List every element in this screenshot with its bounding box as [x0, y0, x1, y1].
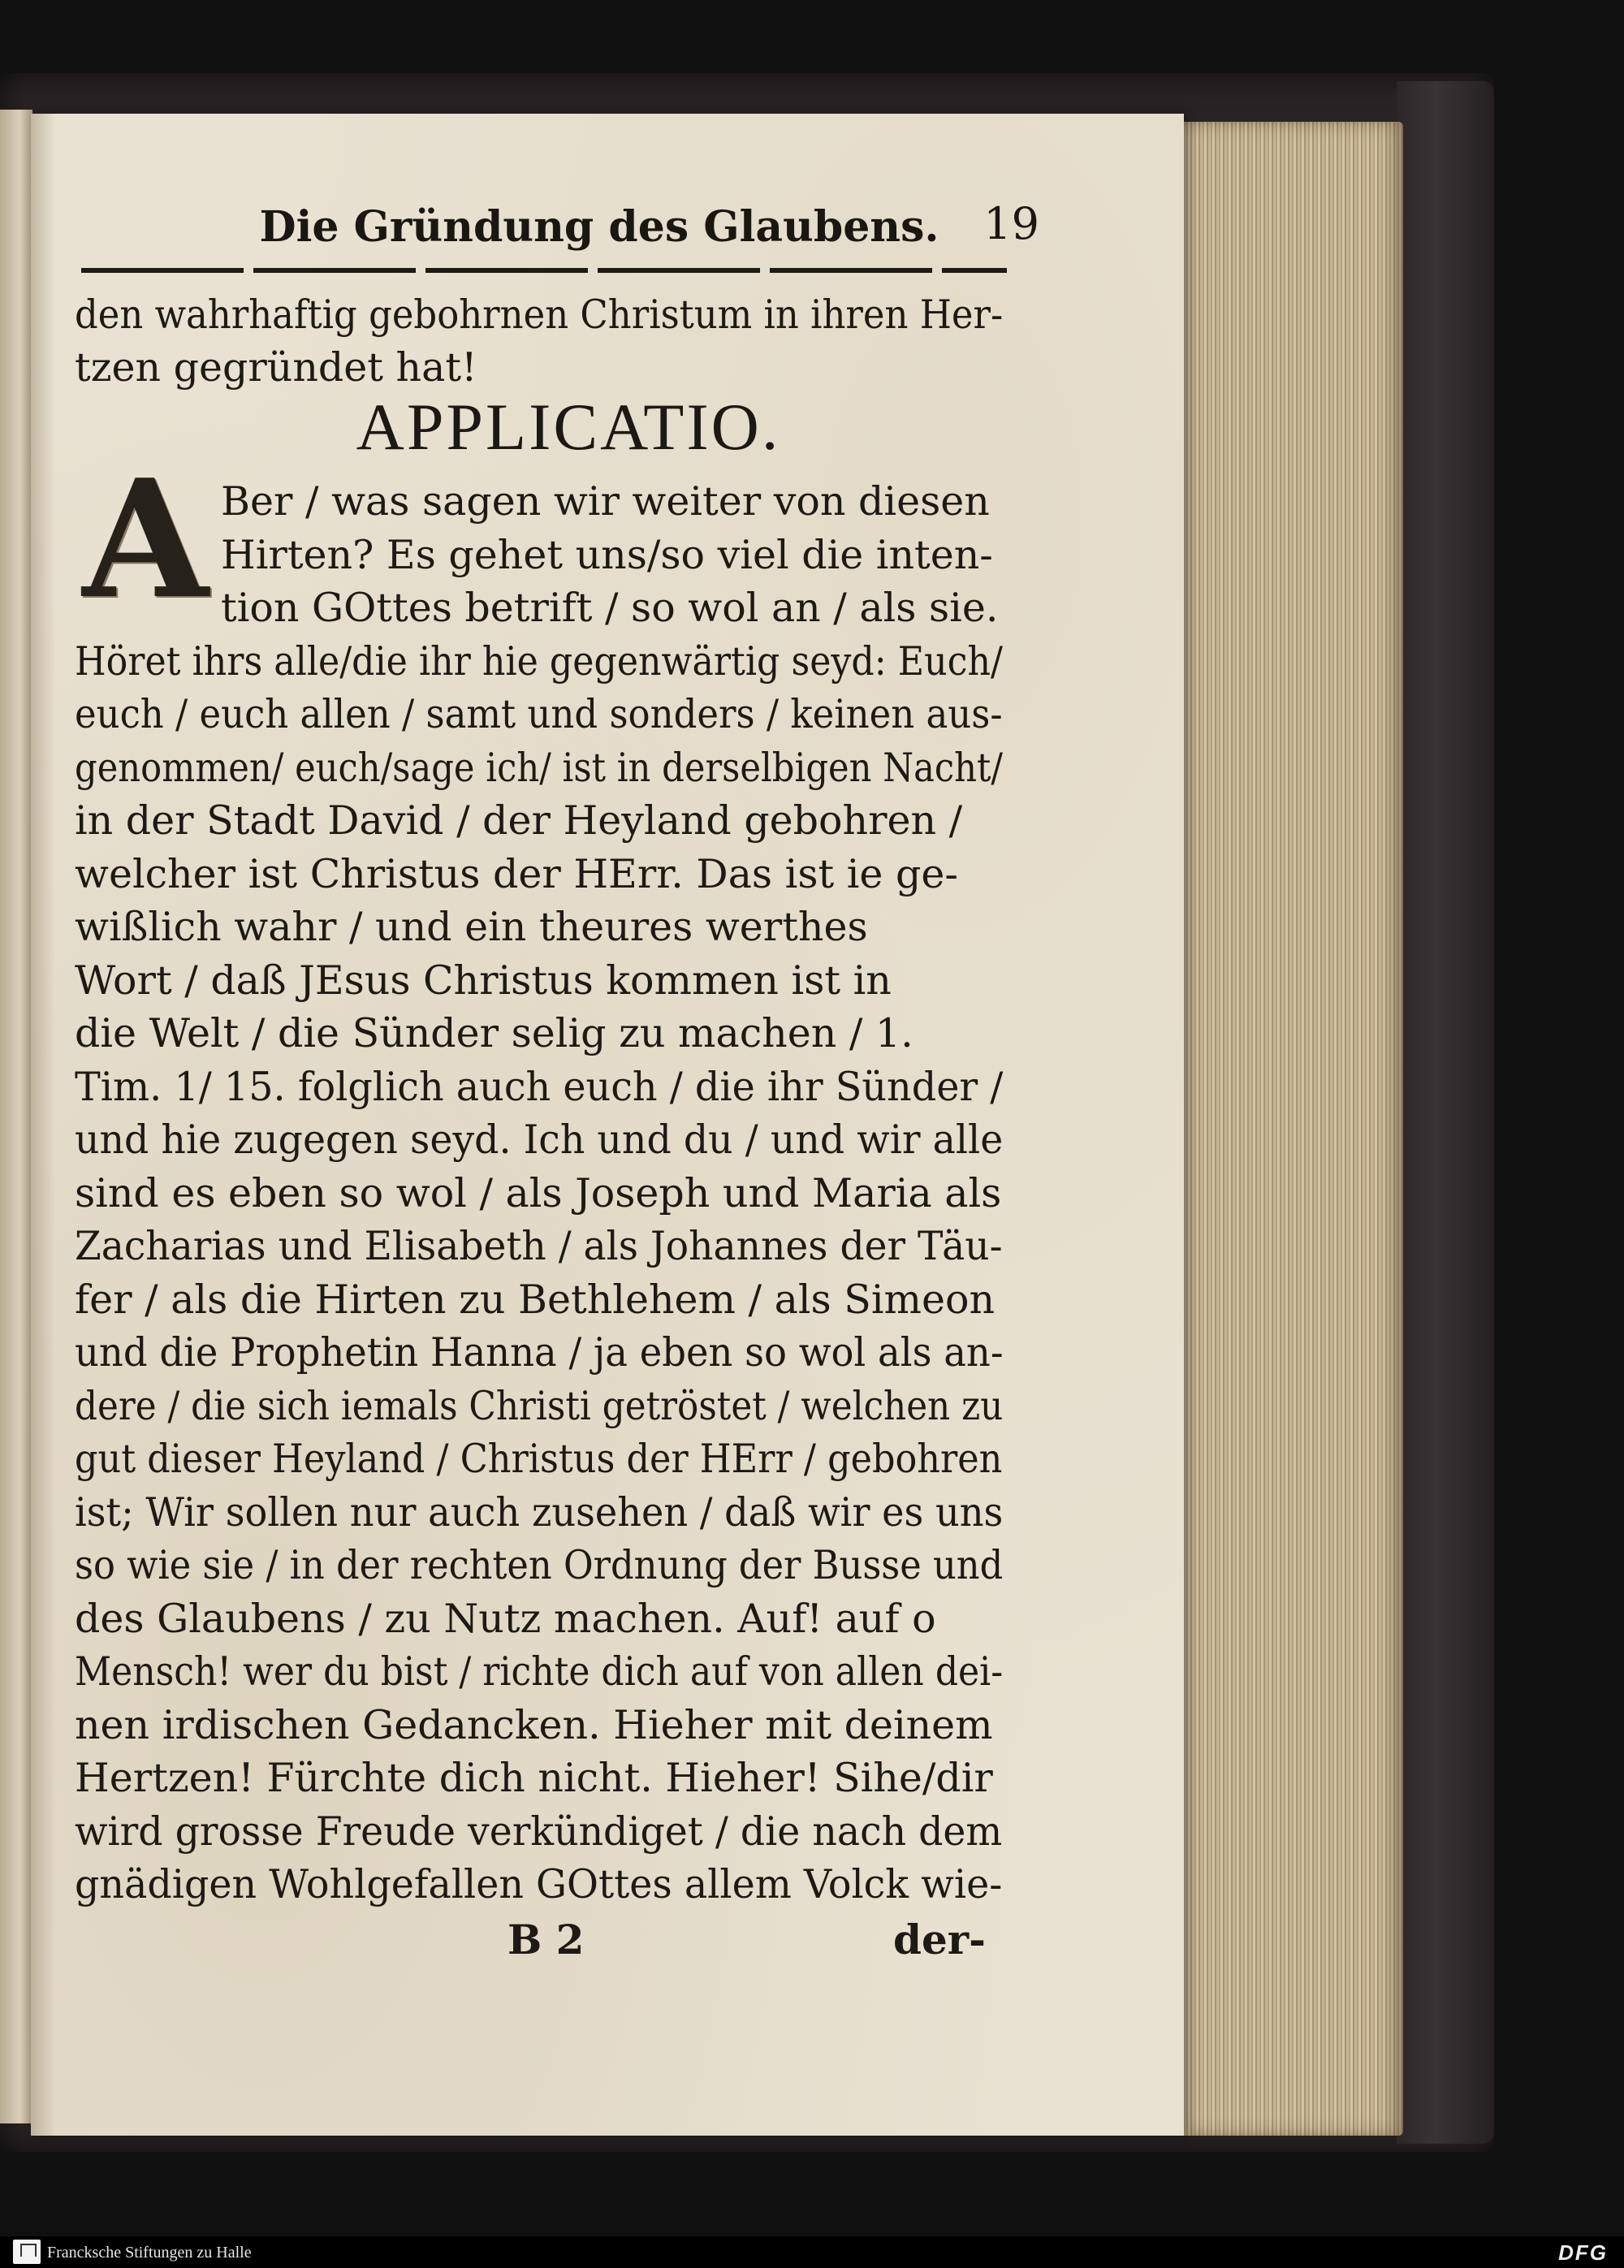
text-line: dere / die sich iemals Christi getröstet / welchen zu	[75, 1383, 1004, 1429]
text-line: welcher ist Christus der HErr. Das ist ie ge-	[75, 851, 958, 897]
text-line: Hertzen! Fürchte dich nicht. Hieher! Sihe/dir	[75, 1755, 993, 1801]
text-line: Ber / was sagen wir weiter von diesen	[221, 478, 990, 525]
text-line: wißlich wahr / und ein theures werthes	[75, 904, 868, 950]
text-line: Mensch! wer du bist / richte dich auf von allen dei-	[75, 1648, 1004, 1695]
text-line: nen irdischen Gedancken. Hieher mit deinem	[75, 1702, 993, 1748]
text-line: so wie sie / in der rechten Ordnung der Busse und	[75, 1542, 1004, 1588]
text-line: den wahrhaftig gebohrnen Christum in ihren Her-	[75, 292, 1004, 338]
page-block-edges	[1184, 122, 1403, 2136]
text-line: und hie zugegen seyd. Ich und du / und wir alle	[75, 1117, 1004, 1163]
text-line: gnädigen Wohlgefallen GOttes allem Volck wie-	[75, 1861, 1003, 1907]
decorated-initial: A	[82, 444, 209, 635]
head-rule	[81, 268, 1007, 273]
facing-page-edge	[0, 110, 32, 2123]
text-line: Zacharias und Elisabeth / als Johannes der Täu-	[75, 1223, 1003, 1269]
text-line: und die Prophetin Hanna / ja eben so wol als an-	[75, 1329, 1004, 1376]
text-line: ist; Wir sollen nur auch zusehen / daß wir es uns	[75, 1489, 1004, 1536]
text-line: wird grosse Freude verkündiget / die nach dem	[75, 1808, 1003, 1855]
book-cover-edge	[1397, 81, 1494, 2144]
text-line: Wort / daß JEsus Christus kommen ist in	[75, 957, 892, 1004]
viewer-footer	[0, 2236, 1624, 2268]
text-line: gut dieser Heyland / Christus der HErr / gebohren	[75, 1436, 1003, 1482]
text-line: Hirten? Es gehet uns/so viel die inten-	[221, 532, 993, 578]
text-line: in der Stadt David / der Heyland gebohren /	[75, 797, 963, 844]
text-line: sind es eben so wol / als Joseph und Maria als	[75, 1170, 1002, 1216]
text-line: tzen gegründet hat!	[75, 344, 477, 391]
catchword: der-	[893, 1916, 986, 1963]
signature-mark: B 2	[508, 1916, 585, 1963]
running-head: Die Gründung des Glaubens.	[259, 202, 939, 252]
institution-name: Francksche Stiftungen zu Halle	[47, 2244, 252, 2262]
text-line: tion GOttes betrift / so wol an / als sie.	[221, 585, 999, 631]
page-number: 19	[983, 198, 1039, 249]
dfg-logo: DFG	[1558, 2240, 1608, 2265]
text-line: fer / als die Hirten zu Bethlehem / als Simeon	[75, 1277, 996, 1323]
institution-logo-icon	[13, 2240, 41, 2264]
text-line: genommen/ euch/sage ich/ ist in derselbigen Nacht/	[75, 745, 1003, 791]
text-line: des Glaubens / zu Nutz machen. Auf! auf o	[75, 1596, 936, 1642]
text-line: Tim. 1/ 15. folglich auch euch / die ihr Sünder /	[75, 1064, 1004, 1110]
section-heading: APPLICATIO.	[356, 390, 781, 464]
text-line: die Welt / die Sünder selig zu machen / 1.	[75, 1010, 914, 1056]
text-line: Höret ihrs alle/die ihr hie gegenwärtig seyd: Euch/	[75, 638, 1003, 685]
text-line: euch / euch allen / samt und sonders / keinen aus-	[75, 691, 1003, 737]
